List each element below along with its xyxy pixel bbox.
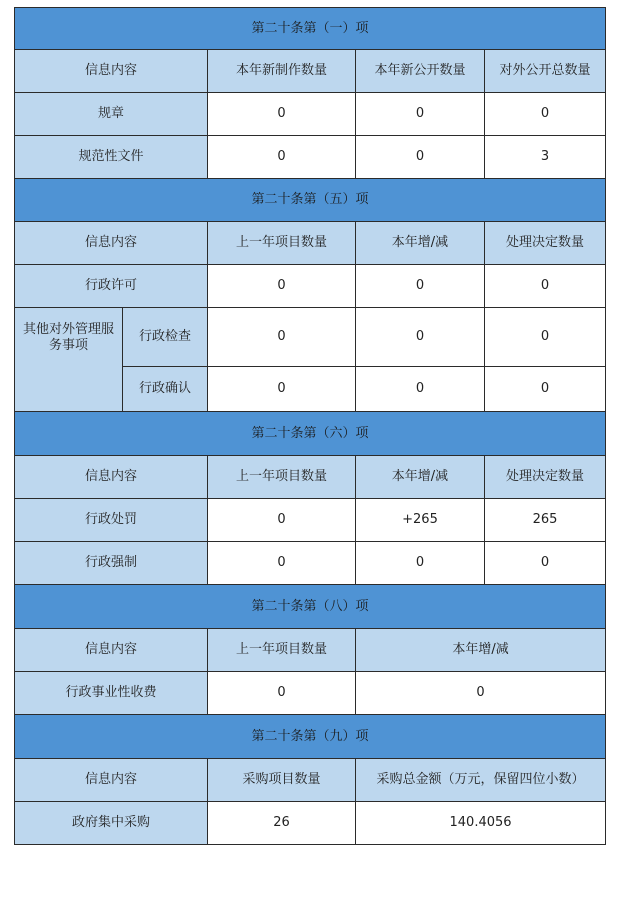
- cell-value: 0: [208, 136, 356, 179]
- cell-value: 0: [485, 367, 606, 412]
- cell-value: 0: [356, 542, 485, 585]
- section-header-row: [15, 585, 606, 629]
- column-header: 处理决定数量: [485, 456, 606, 499]
- section-header-row: [15, 715, 606, 759]
- cell-value: 0: [485, 265, 606, 308]
- section-title: 第二十条第（六）项: [15, 412, 606, 456]
- cell-value: 0: [356, 265, 485, 308]
- column-header-row: [15, 629, 606, 672]
- cell-value: 0: [485, 308, 606, 367]
- cell-value: 26: [208, 802, 356, 845]
- section-title: 第二十条第（八）项: [15, 585, 606, 629]
- cell-value: 0: [356, 672, 606, 715]
- column-header: 采购总金额（万元，保留四位小数）: [356, 759, 606, 802]
- row-label: 行政检查: [123, 308, 208, 367]
- table-row: [15, 542, 606, 585]
- column-header: 处理决定数量: [485, 222, 606, 265]
- table-row: [15, 672, 606, 715]
- column-header: 上一年项目数量: [208, 629, 356, 672]
- column-header-info: 信息内容: [15, 759, 208, 802]
- column-header: 上一年项目数量: [208, 222, 356, 265]
- column-header-row: [15, 456, 606, 499]
- cell-value: 0: [208, 93, 356, 136]
- row-label: 行政许可: [15, 265, 208, 308]
- row-label: 规章: [15, 93, 208, 136]
- row-label: 行政事业性收费: [15, 672, 208, 715]
- section-title: 第二十条第（九）项: [15, 715, 606, 759]
- cell-value: 3: [485, 136, 606, 179]
- section-title: 第二十条第（五）项: [15, 179, 606, 222]
- cell-value: 0: [208, 265, 356, 308]
- cell-value: 0: [356, 93, 485, 136]
- column-header-row: [15, 50, 606, 93]
- column-header-row: [15, 759, 606, 802]
- column-header-info: 信息内容: [15, 629, 208, 672]
- column-header-row: [15, 222, 606, 265]
- cell-value: 140.4056: [356, 802, 606, 845]
- section-title: 第二十条第（一）项: [15, 8, 606, 50]
- table-row: [15, 136, 606, 179]
- row-label: 政府集中采购: [15, 802, 208, 845]
- cell-value: 0: [485, 542, 606, 585]
- column-header: 本年新公开数量: [356, 50, 485, 93]
- cell-value: 0: [356, 136, 485, 179]
- column-header: 对外公开总数量: [485, 50, 606, 93]
- row-label: 规范性文件: [15, 136, 208, 179]
- section-header-row: [15, 8, 606, 50]
- group-label: 其他对外管理服务事项: [15, 308, 123, 412]
- column-header: 上一年项目数量: [208, 456, 356, 499]
- column-header: 本年增/减: [356, 222, 485, 265]
- cell-value: 0: [208, 542, 356, 585]
- column-header: 本年新制作数量: [208, 50, 356, 93]
- cell-value: 0: [208, 499, 356, 542]
- column-header-info: 信息内容: [15, 456, 208, 499]
- column-header: 本年增/减: [356, 456, 485, 499]
- cell-value: 0: [485, 93, 606, 136]
- info-disclosure-table: [14, 7, 606, 845]
- section-header-row: [15, 179, 606, 222]
- cell-value: 0: [356, 308, 485, 367]
- cell-value: 0: [208, 672, 356, 715]
- cell-value: 0: [356, 367, 485, 412]
- column-header-info: 信息内容: [15, 222, 208, 265]
- table-row: [15, 93, 606, 136]
- table-row: [15, 308, 606, 367]
- column-header-info: 信息内容: [15, 50, 208, 93]
- row-label: 行政处罚: [15, 499, 208, 542]
- table-row: [15, 265, 606, 308]
- row-label: 行政强制: [15, 542, 208, 585]
- section-header-row: [15, 412, 606, 456]
- cell-value: 0: [208, 367, 356, 412]
- table-row: [15, 499, 606, 542]
- row-label: 行政确认: [123, 367, 208, 412]
- column-header: 采购项目数量: [208, 759, 356, 802]
- table-row: [15, 802, 606, 845]
- cell-value: 0: [208, 308, 356, 367]
- cell-value: +265: [356, 499, 485, 542]
- cell-value: 265: [485, 499, 606, 542]
- column-header: 本年增/减: [356, 629, 606, 672]
